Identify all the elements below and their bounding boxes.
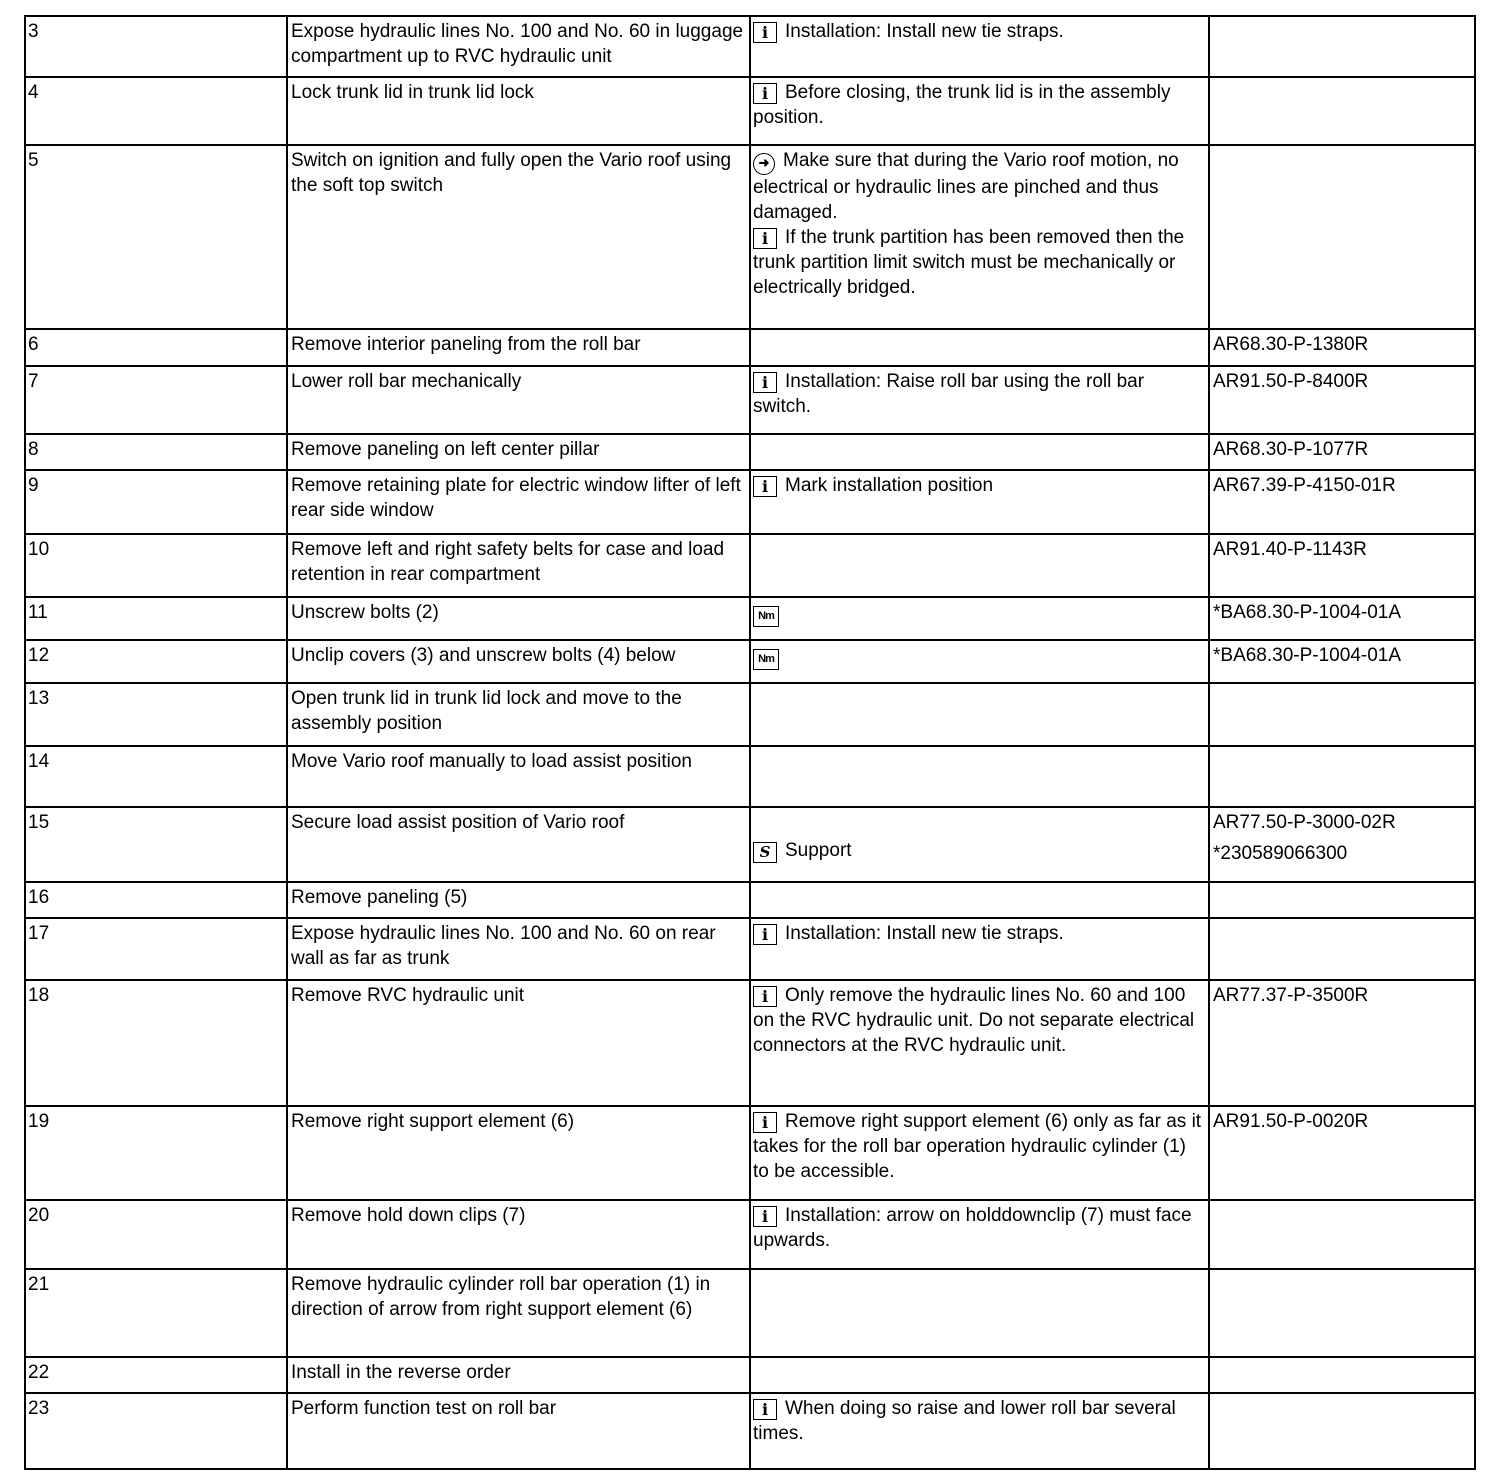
note-text: Installation: Install new tie straps. — [785, 21, 1064, 42]
support-tool-icon: S — [753, 842, 777, 863]
step-action: Secure load assist position of Vario roof — [287, 807, 750, 882]
step-action: Expose hydraulic lines No. 100 and No. 60 on rear wall as far as trunk — [287, 918, 750, 980]
table-row — [25, 597, 1475, 640]
table-row — [25, 1200, 1475, 1269]
step-notes — [750, 597, 1209, 640]
step-number: 20 — [25, 1200, 287, 1269]
step-number: 8 — [25, 434, 287, 470]
note-text: Installation: arrow on holddownclip (7) must face upwards. — [753, 1205, 1192, 1251]
step-action: Switch on ignition and fully open the Vario roof using the soft top switch — [287, 145, 750, 329]
note-text: Mark installation position — [785, 475, 994, 496]
step-number: 23 — [25, 1393, 287, 1469]
table-row — [25, 366, 1475, 434]
step-number: 21 — [25, 1269, 287, 1357]
step-action: Expose hydraulic lines No. 100 and No. 60 in luggage compartment up to RVC hydraulic unit — [287, 16, 750, 77]
torque-icon: Nm — [753, 606, 779, 627]
step-references — [1209, 534, 1475, 597]
info-icon: i — [753, 476, 777, 497]
step-references — [1209, 366, 1475, 434]
table-row — [25, 1269, 1475, 1357]
step-references — [1209, 1269, 1475, 1357]
info-icon: i — [753, 372, 777, 393]
table-row — [25, 1106, 1475, 1200]
note — [753, 369, 1205, 419]
info-icon: i — [753, 1112, 777, 1133]
step-notes — [750, 366, 1209, 434]
step-references — [1209, 434, 1475, 470]
table-row — [25, 918, 1475, 980]
step-number: 18 — [25, 980, 287, 1106]
table-row — [25, 16, 1475, 77]
info-icon: i — [753, 228, 777, 249]
step-notes — [750, 77, 1209, 145]
table-row — [25, 470, 1475, 534]
step-action: Remove RVC hydraulic unit — [287, 980, 750, 1106]
step-action: Remove left and right safety belts for case and load retention in rear compartment — [287, 534, 750, 597]
step-action: Unscrew bolts (2) — [287, 597, 750, 640]
note — [753, 1203, 1205, 1253]
note — [753, 643, 1205, 670]
table-row — [25, 1357, 1475, 1393]
step-action: Remove paneling on left center pillar — [287, 434, 750, 470]
step-notes — [750, 1269, 1209, 1357]
step-action: Open trunk lid in trunk lid lock and move to the assembly position — [287, 683, 750, 746]
step-references — [1209, 470, 1475, 534]
note — [753, 19, 1205, 44]
step-number: 12 — [25, 640, 287, 683]
step-references — [1209, 683, 1475, 746]
step-number: 7 — [25, 366, 287, 434]
step-number: 9 — [25, 470, 287, 534]
step-references — [1209, 1106, 1475, 1200]
note-text: When doing so raise and lower roll bar several times. — [753, 1398, 1176, 1444]
table-row — [25, 683, 1475, 746]
step-number: 4 — [25, 77, 287, 145]
note — [753, 838, 1205, 863]
note-text: Remove right support element (6) only as far as it takes for the roll bar operation hydraulic cylinder (1) to be accessible. — [753, 1111, 1202, 1182]
step-references — [1209, 980, 1475, 1106]
note-text: Installation: Raise roll bar using the roll bar switch. — [753, 371, 1145, 417]
note — [753, 921, 1205, 946]
step-references — [1209, 1200, 1475, 1269]
step-references — [1209, 77, 1475, 145]
table-row — [25, 329, 1475, 366]
note-text: Support — [785, 840, 852, 861]
step-references — [1209, 918, 1475, 980]
warning-icon: ➜ — [753, 153, 775, 175]
step-notes — [750, 329, 1209, 366]
info-icon: i — [753, 22, 777, 43]
step-action: Unclip covers (3) and unscrew bolts (4) below — [287, 640, 750, 683]
step-action: Remove right support element (6) — [287, 1106, 750, 1200]
table-row — [25, 434, 1475, 470]
step-references — [1209, 746, 1475, 807]
step-notes — [750, 746, 1209, 807]
step-references — [1209, 640, 1475, 683]
reference-link[interactable]: AR91.50-P-0020R — [1213, 1111, 1369, 1132]
note — [753, 80, 1205, 130]
step-notes — [750, 918, 1209, 980]
step-number: 16 — [25, 882, 287, 918]
step-number: 6 — [25, 329, 287, 366]
note — [753, 1396, 1205, 1446]
reference-link[interactable]: AR77.50-P-3000-02R — [1213, 812, 1396, 833]
info-icon: i — [753, 1399, 777, 1420]
note — [753, 983, 1205, 1058]
step-action: Lock trunk lid in trunk lid lock — [287, 77, 750, 145]
step-action: Remove hydraulic cylinder roll bar operation (1) in direction of arrow from right support element (6) — [287, 1269, 750, 1357]
table-row — [25, 746, 1475, 807]
step-number: 15 — [25, 807, 287, 882]
step-action: Remove paneling (5) — [287, 882, 750, 918]
note — [753, 148, 1205, 225]
table-row — [25, 1393, 1475, 1469]
note — [753, 473, 1205, 498]
note — [753, 1109, 1205, 1184]
info-icon: i — [753, 83, 777, 104]
note-text: If the trunk partition has been removed then the trunk partition limit switch must be mechanically or electrically bridged. — [753, 227, 1185, 298]
step-notes — [750, 1200, 1209, 1269]
torque-icon: Nm — [753, 649, 779, 670]
step-action: Remove interior paneling from the roll bar — [287, 329, 750, 366]
step-notes — [750, 470, 1209, 534]
step-action: Perform function test on roll bar — [287, 1393, 750, 1469]
note — [753, 225, 1205, 300]
reference-link[interactable]: AR91.40-P-1143R — [1213, 539, 1367, 560]
step-notes — [750, 1357, 1209, 1393]
step-references — [1209, 329, 1475, 366]
step-action: Lower roll bar mechanically — [287, 366, 750, 434]
table-row — [25, 77, 1475, 145]
step-number: 19 — [25, 1106, 287, 1200]
reference-link[interactable]: AR68.30-P-1077R — [1213, 439, 1369, 460]
note — [753, 600, 1205, 627]
step-references — [1209, 145, 1475, 329]
step-notes — [750, 434, 1209, 470]
note-text: Before closing, the trunk lid is in the assembly position. — [753, 82, 1171, 128]
table-row — [25, 807, 1475, 882]
step-notes — [750, 1393, 1209, 1469]
step-number: 17 — [25, 918, 287, 980]
step-action: Remove retaining plate for electric window lifter of left rear side window — [287, 470, 750, 534]
note-text: Only remove the hydraulic lines No. 60 and 100 on the RVC hydraulic unit. Do not separate electrical connectors at the RVC hydraulic unit. — [753, 985, 1195, 1056]
note-text: Installation: Install new tie straps. — [785, 923, 1064, 944]
step-references — [1209, 1393, 1475, 1469]
table-row — [25, 980, 1475, 1106]
step-number: 11 — [25, 597, 287, 640]
step-action: Install in the reverse order — [287, 1357, 750, 1393]
step-references — [1209, 807, 1475, 882]
step-notes — [750, 882, 1209, 918]
info-icon: i — [753, 1206, 777, 1227]
step-action: Move Vario roof manually to load assist position — [287, 746, 750, 807]
step-references — [1209, 16, 1475, 77]
step-references — [1209, 597, 1475, 640]
step-notes — [750, 683, 1209, 746]
reference-link[interactable]: *BA68.30-P-1004-01A — [1213, 645, 1402, 666]
step-number: 14 — [25, 746, 287, 807]
reference-link[interactable]: AR77.37-P-3500R — [1213, 985, 1369, 1006]
step-references — [1209, 882, 1475, 918]
step-references — [1209, 1357, 1475, 1393]
procedure-table — [24, 15, 1476, 1470]
step-notes — [750, 145, 1209, 329]
step-notes — [750, 16, 1209, 77]
table-row — [25, 882, 1475, 918]
reference-link[interactable]: AR91.50-P-8400R — [1213, 371, 1369, 392]
reference-link[interactable]: *230589066300 — [1213, 843, 1348, 864]
table-row — [25, 534, 1475, 597]
step-number: 5 — [25, 145, 287, 329]
step-notes — [750, 1106, 1209, 1200]
reference-link[interactable]: AR68.30-P-1380R — [1213, 334, 1369, 355]
info-icon: i — [753, 986, 777, 1007]
step-number: 22 — [25, 1357, 287, 1393]
step-number: 3 — [25, 16, 287, 77]
step-notes — [750, 534, 1209, 597]
step-number: 13 — [25, 683, 287, 746]
reference-link[interactable]: AR67.39-P-4150-01R — [1213, 475, 1396, 496]
info-icon: i — [753, 924, 777, 945]
table-row — [25, 145, 1475, 329]
table-row — [25, 640, 1475, 683]
step-action: Remove hold down clips (7) — [287, 1200, 750, 1269]
note-text: Make sure that during the Vario roof motion, no electrical or hydraulic lines are pinched and thus damaged. — [753, 150, 1179, 223]
step-number: 10 — [25, 534, 287, 597]
reference-link[interactable]: *BA68.30-P-1004-01A — [1213, 602, 1402, 623]
step-notes — [750, 640, 1209, 683]
step-notes — [750, 807, 1209, 882]
step-notes — [750, 980, 1209, 1106]
